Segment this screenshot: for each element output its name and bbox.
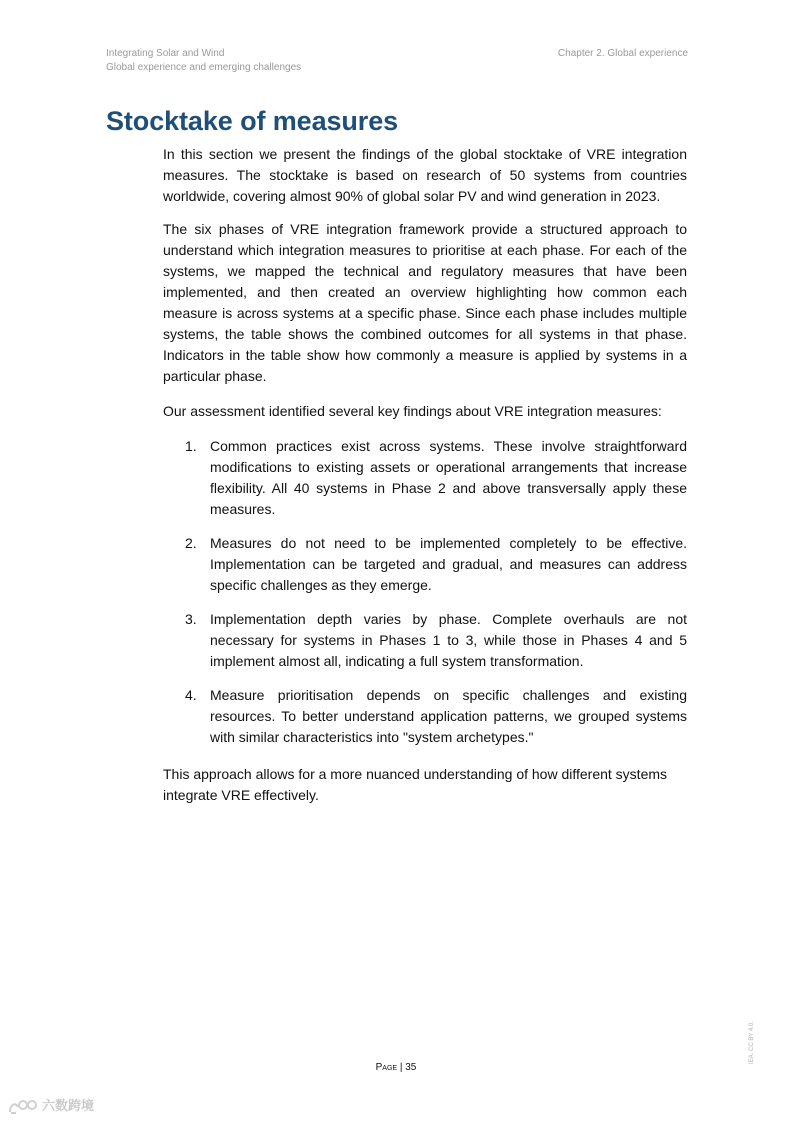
list-item-number: 2.: [185, 535, 197, 551]
license-credit: IEA. CC BY 4.0.: [749, 1021, 755, 1064]
section-title: Stocktake of measures: [106, 106, 399, 136]
list-item-number: 1.: [185, 438, 197, 454]
report-subtitle: Global experience and emerging challenges: [106, 62, 302, 73]
framework-paragraph: The six phases of VRE integration framework provide a structured approach to understand which integration measures to prioritise at each phase. For each of the systems, we mapped the technical and regulatory measures that have been implemented, and then created an overview highlighting how common each measure is across systems at a specific phase. Since each phase includes multiple systems, the table shows the combined outcomes for all systems in that phase. Indicators in the table show how commonly a measure is applied by systems in a particular phase.: [163, 221, 687, 384]
list-item-number: 3.: [185, 611, 197, 627]
watermark-text: 六数跨境: [42, 1099, 95, 1114]
list-item: [163, 685, 687, 748]
report-title: Integrating Solar and Wind: [106, 48, 225, 59]
list-item-number: 4.: [185, 687, 197, 703]
list-item-text: Implementation depth varies by phase. Complete overhauls are not necessary for systems in Phases 1 to 3, while those in Phases 4 and 5 implement almost all, indicating a full system transformation.: [210, 611, 687, 669]
key-findings-list: [163, 436, 687, 748]
list-item: [163, 609, 687, 672]
findings-lead-paragraph: Our assessment identified several key findings about VRE integration measures:: [163, 403, 662, 419]
list-item-text: Measures do not need to be implemented completely to be effective. Implementation can be targeted and gradual, and measures can address specific challenges as they emerge.: [210, 535, 687, 593]
page-number-value: 35: [405, 1062, 417, 1073]
page-label: Page: [375, 1062, 398, 1073]
closing-paragraph: This approach allows for a more nuanced understanding of how different systems integrate VRE effectively.: [163, 766, 668, 803]
running-header-left: [106, 47, 301, 75]
intro-paragraph: In this section we present the findings of the global stocktake of VRE integration measures. The stocktake is based on research of 50 systems from countries worldwide, covering almost 90% of global solar PV and wind generation in 2023.: [163, 146, 687, 204]
page-number: [296, 1061, 496, 1075]
chapter-title: Chapter 2. Global experience: [557, 48, 688, 59]
running-header-right: [548, 47, 688, 61]
watermark: [8, 1097, 94, 1117]
list-item-text: Common practices exist across systems. These involve straightforward modifications to existing assets or operational arrangements that increase flexibility. All 40 systems in Phase 2 and above transversally apply these measures.: [210, 438, 687, 517]
list-item-text: Measure prioritisation depends on specific challenges and existing resources. To better understand application patterns, we grouped systems with similar characteristics into "system archetypes.": [210, 687, 687, 745]
list-item: [163, 533, 687, 596]
watermark-logo-icon: [8, 1098, 38, 1116]
list-item: [163, 436, 687, 520]
page-separator: |: [399, 1062, 403, 1073]
